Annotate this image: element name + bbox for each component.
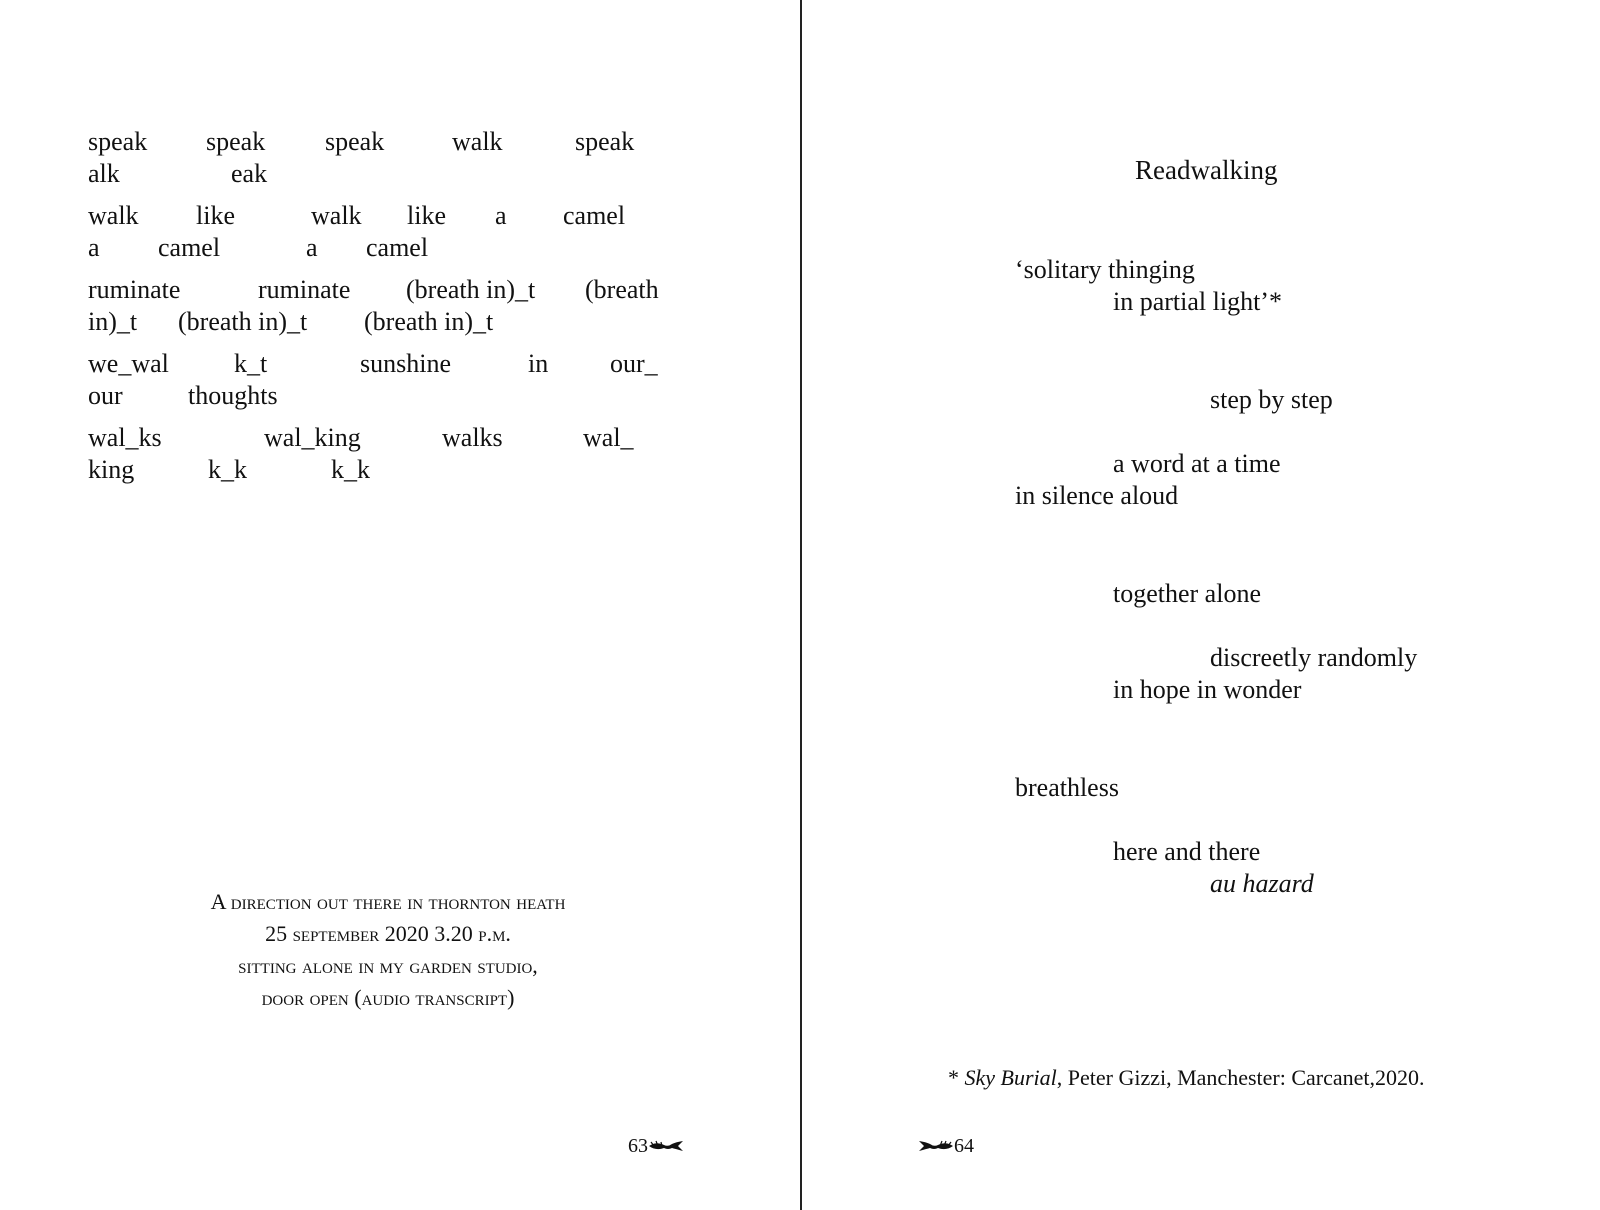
poem-line [88, 232, 678, 264]
poem-word: speak [575, 127, 635, 156]
poem-word: k_t [234, 349, 268, 378]
concrete-poem [88, 126, 678, 496]
poem-line: in partial light’* [1113, 287, 1282, 316]
stanza-3 [88, 274, 678, 338]
poem-word: sunshine [360, 349, 451, 378]
poem-word: camel [158, 233, 221, 262]
poem-word: our [88, 381, 123, 410]
poem-word: ruminate [88, 275, 181, 304]
footnote-marker: * [948, 1065, 965, 1090]
stanza-4 [88, 348, 678, 412]
footnote-title: Sky Burial [964, 1065, 1057, 1090]
poem-line [88, 348, 678, 380]
poem-word: a [88, 233, 100, 262]
poem-word: (breath in)_t [364, 307, 494, 336]
poem-word: k_k [208, 455, 247, 484]
poem-line: ‘solitary thinging [1015, 255, 1195, 284]
poem-word: camel [563, 201, 626, 230]
poem-word: like [196, 201, 235, 230]
poem-word: wal_ks [88, 423, 162, 452]
poem-word: wal_ [583, 423, 634, 452]
poem-word: a [306, 233, 318, 262]
poem-line [88, 422, 678, 454]
poem-word: camel [366, 233, 429, 262]
poem-word: thoughts [188, 381, 278, 410]
caption-line: sitting alone in my garden studio, [238, 953, 538, 978]
poem-word: our_ [610, 349, 658, 378]
footnote-citation: , Peter Gizzi, Manchester: Carcanet,2020. [1056, 1065, 1425, 1090]
poem-word: walks [442, 423, 503, 452]
poem-word: (breath in)_t [406, 275, 536, 304]
poem-word: (breath in)_t [178, 307, 308, 336]
poem-line [88, 200, 678, 232]
poem-word: we_wal [88, 349, 169, 378]
poem-word: in [528, 349, 549, 378]
page-number-63 [628, 1134, 684, 1158]
page-number: 63 [628, 1135, 648, 1157]
poem-word: alk [88, 159, 120, 188]
poem-line [88, 454, 678, 486]
poem-line: discreetly randomly [1210, 643, 1418, 672]
poem-line [88, 380, 678, 412]
poem-line: in silence aloud [1015, 481, 1179, 510]
poem-word: like [407, 201, 446, 230]
bird-ornament-icon [648, 1139, 684, 1153]
poem-line-italic: au hazard [1210, 869, 1314, 898]
poem-line: a word at a time [1113, 449, 1281, 478]
poem-word: k_k [331, 455, 370, 484]
poem-word: a [495, 201, 507, 230]
poem-word: (breath [585, 275, 659, 304]
poem-line: breathless [1015, 773, 1119, 802]
poem-line: here and there [1113, 837, 1261, 866]
poem-title: Readwalking [1135, 155, 1278, 185]
poem-word: ruminate [258, 275, 351, 304]
stanza-5 [88, 422, 678, 486]
caption-line: 25 september 2020 3.20 p.m. [265, 921, 511, 946]
poem-caption [88, 886, 688, 1014]
stanza-1 [88, 126, 678, 190]
bird-ornament-icon [918, 1139, 954, 1153]
poem-word: walk [452, 127, 503, 156]
poem-word: walk [88, 201, 139, 230]
poem-line: step by step [1210, 385, 1333, 414]
poem-line [88, 126, 678, 158]
poem-word: walk [311, 201, 362, 230]
poem-word: in)_t [88, 307, 138, 336]
poem-line [88, 306, 678, 338]
poem-word: speak [88, 127, 148, 156]
poem-line: in hope in wonder [1113, 675, 1302, 704]
stanza-2 [88, 200, 678, 264]
caption-line: door open (audio transcript) [261, 985, 515, 1010]
poem-line [88, 158, 678, 190]
caption-line: A direction out there in thornton heath [210, 889, 566, 914]
footnote [948, 1062, 1425, 1094]
poem-line: together alone [1113, 579, 1261, 608]
poem-word: king [88, 455, 135, 484]
poem-word: wal_king [264, 423, 361, 452]
page-number: 64 [954, 1135, 974, 1157]
poem-word: speak [206, 127, 266, 156]
poem-line [88, 274, 678, 306]
poem-word: eak [231, 159, 268, 188]
poem-word: speak [325, 127, 385, 156]
page-number-64 [918, 1134, 974, 1158]
